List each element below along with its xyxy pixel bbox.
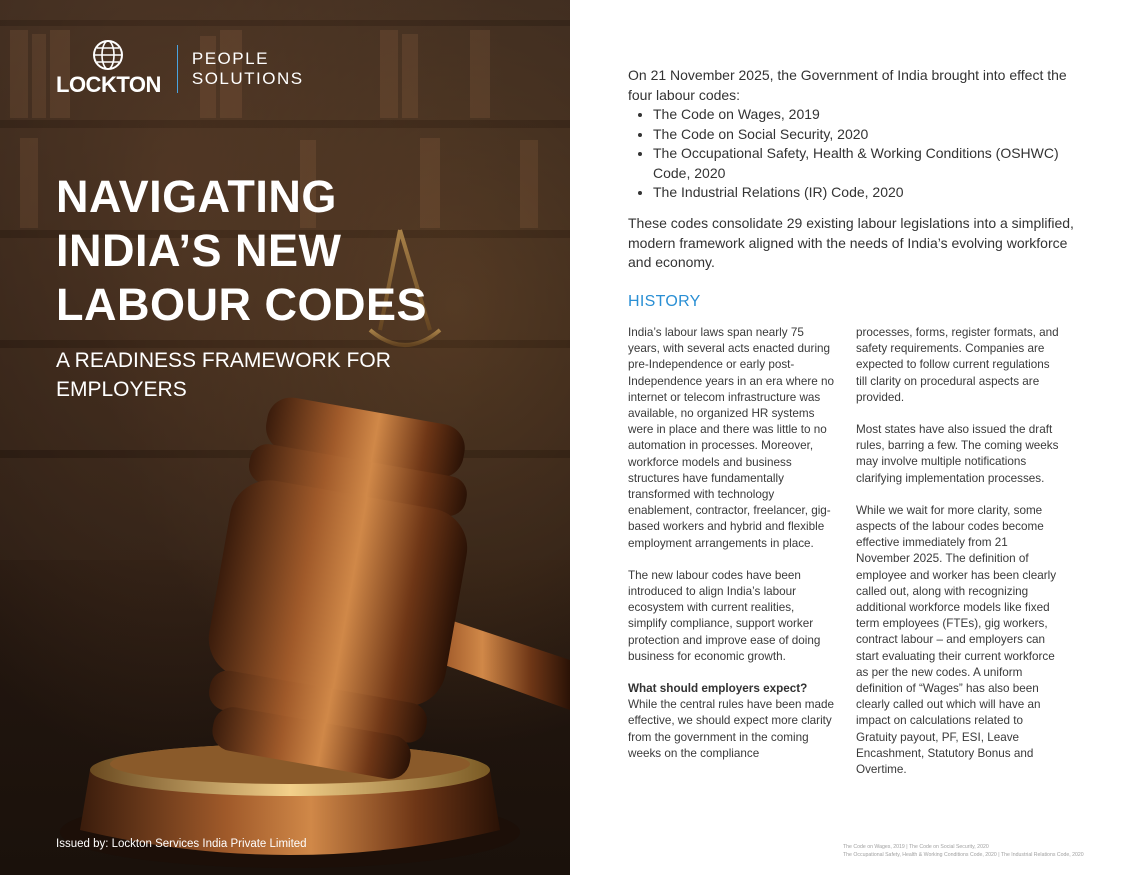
page-subtitle: A READINESS FRAMEWORK FOR EMPLOYERS (56, 349, 391, 401)
logo-mark (56, 40, 161, 98)
title-line-3: LABOUR CODES (56, 279, 428, 330)
lockton-logo (56, 40, 304, 98)
history-paragraph: Most states have also issued the draft rules, barring a few. The coming weeks may involve multiple notifications clarifying implementation processes. (856, 423, 1059, 485)
history-column-right (856, 325, 1062, 794)
list-item: • The Code on Social Security, 2020 (653, 125, 1090, 145)
list-item: • The Occupational Safety, Health & Working Conditions (OSHWC) Code, 2020 (653, 144, 1090, 183)
globe-icon (86, 40, 130, 70)
logo-tag (192, 49, 304, 89)
history-paragraph: processes, forms, register formats, and safety requirements. Companies are expected to follow current regulations till clarity on procedural aspects are provided. (856, 326, 1059, 404)
intro-lead: On 21 November 2025, the Government of India brought into effect the four labour codes: (628, 67, 1067, 103)
intro-section (628, 66, 1090, 203)
title-line-2: INDIA’S NEW (56, 225, 342, 276)
history-paragraph: The new labour codes have been introduced to align India’s labour ecosystem with current realities, simplify compliance, support worker protection and improve ease of doing business for economic growth. (628, 568, 821, 663)
logo-brand: LOCKTON (56, 72, 161, 97)
title-line-1: NAVIGATING (56, 171, 337, 222)
list-item: • The Code on Wages, 2019 (653, 105, 1090, 125)
footnote-line: The Code on Wages, 2019 | The Code on Social Security, 2020 (843, 844, 989, 850)
codes-list (628, 105, 1090, 203)
history-paragraph: While we wait for more clarity, some aspects of the labour codes become effective immediately from 21 November 2025. The definition of employee and worker has been clearly called out, along with recognizing additional workforce models like fixed term employees (FTEs), gig workers, contract labour – and employers can start evaluating their current workforce as per the new codes. A uniform definition of “Wages” has also been clearly called out which will have an impact on calculations related to Gratuity payout, PF, ESI, Leave Encashment, Statutory Bonus and Overtime. (856, 503, 1057, 777)
footnote (843, 843, 1123, 859)
expectations-block (628, 681, 834, 762)
footnote-line: The Occupational Safety, Health & Working Conditions Code, 2020 | The Industrial Relations Code, 2020 (843, 852, 1084, 858)
history-paragraph: India’s labour laws span nearly 75 years, with several acts enacted during pre-Independence or early post-Independence years in an era where no internet or telecom infrastructure was available, no organized HR systems were in place and there was little to no automation in processes. Moreover, workforce models and business structures have fundamentally transformed with technology enablement, contractor, freelancer, gig-based workers and hybrid and flexible employment arrangements in place. (628, 326, 834, 550)
history-heading: HISTORY (628, 293, 701, 310)
list-item: • The Industrial Relations (IR) Code, 2020 (653, 183, 1090, 203)
history-column-left (628, 325, 834, 778)
page-title (56, 170, 536, 332)
intro-summary: These codes consolidate 29 existing labour legislations into a simplified, modern framework aligned with the needs of India’s evolving workforce and economy. (628, 215, 1074, 270)
issued-by: Issued by: Lockton Services India Private Limited (56, 838, 307, 850)
logo-divider (177, 45, 178, 93)
expectations-heading: What should employers expect? (628, 682, 808, 696)
logo-tag-line2: SOLUTIONS (191, 69, 304, 88)
logo-tag-line1: PEOPLE (191, 49, 269, 68)
history-paragraph: While the central rules have been made effective, we should expect more clarity from the government in the coming weeks on the compliance (628, 698, 834, 760)
